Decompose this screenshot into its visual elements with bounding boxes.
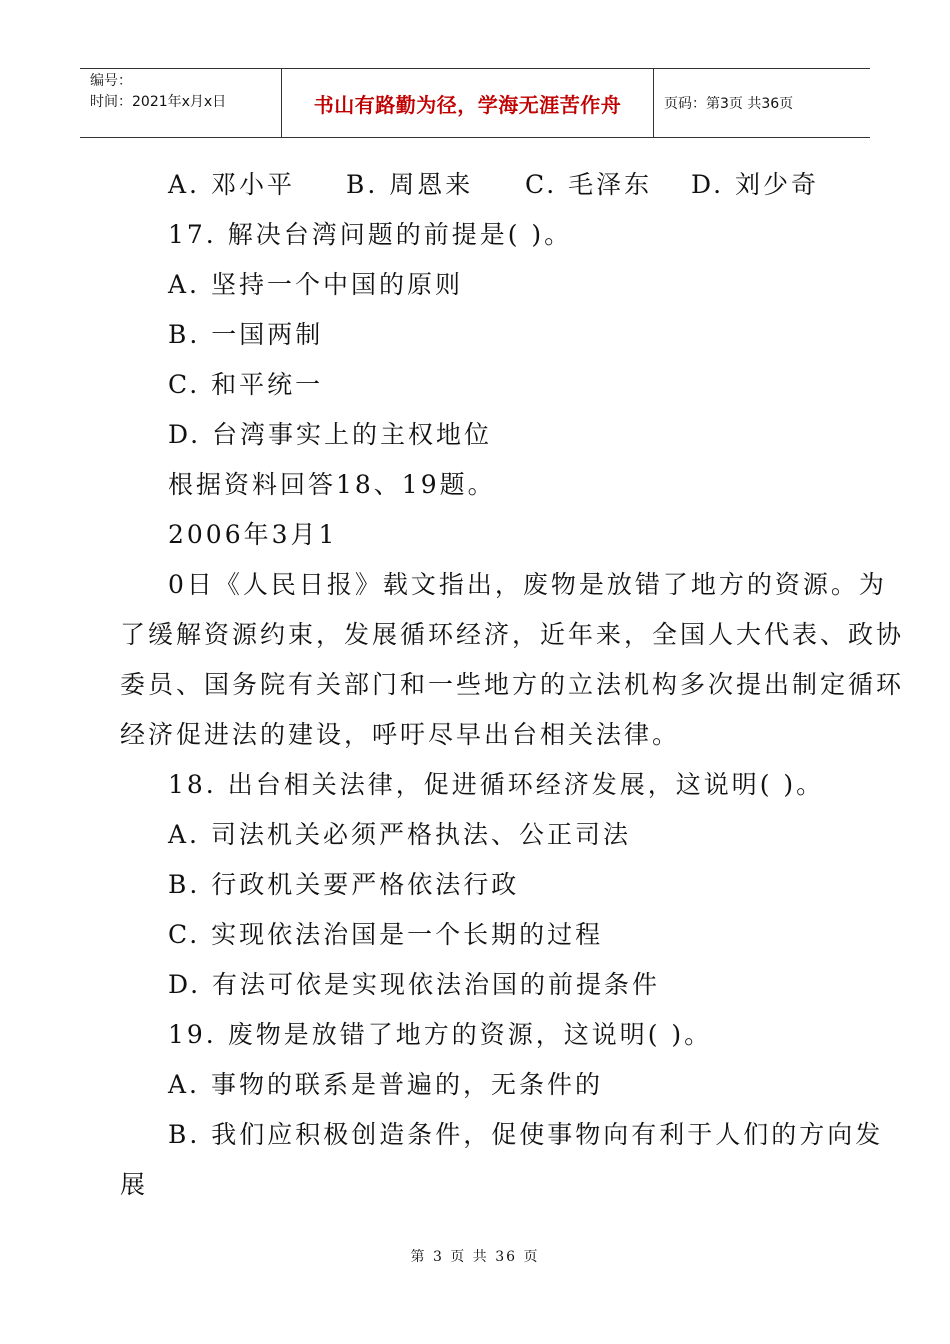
- q19-option-a: A. 事物的联系是普遍的，无条件的: [168, 1070, 603, 1099]
- q16-option-a: A. 邓小平: [168, 170, 295, 199]
- material-line-2: 了缓解资源约束，发展循环经济，近年来，全国人大代表、政协: [120, 620, 905, 649]
- q18-option-a: A. 司法机关必须严格执法、公正司法: [168, 820, 631, 849]
- q18-option-d: D. 有法可依是实现依法治国的前提条件: [168, 970, 661, 999]
- header-meta: [80, 69, 282, 137]
- q17-option-c: C. 和平统一: [168, 370, 324, 399]
- page-footer: 第 3 页 共 36 页: [410, 1249, 540, 1265]
- header-page-info: 页码：第3页 共36页: [664, 96, 794, 112]
- document-time-label: 时间：2021年x月x日: [90, 94, 227, 110]
- header-motto: 书山有路勤为径，学海无涯苦作舟: [282, 69, 654, 137]
- material-line-4: 经济促进法的建设，呼吁尽早出台相关法律。: [120, 720, 681, 749]
- page-header: [80, 68, 870, 138]
- q16-option-c: C. 毛泽东: [525, 170, 653, 199]
- q17-option-a: A. 坚持一个中国的原则: [168, 270, 463, 299]
- document-number-label: 编号：: [90, 73, 132, 89]
- material-line-1: 0日《人民日报》载文指出，废物是放错了地方的资源。为: [168, 570, 887, 599]
- q19-option-b-line-2: 展: [120, 1170, 149, 1199]
- q18-stem: 18. 出台相关法律，促进循环经济发展，这说明( )。: [168, 770, 825, 799]
- q18-option-b: B. 行政机关要严格依法行政: [168, 870, 520, 899]
- material-date: 2006年3月1: [168, 520, 338, 549]
- q17-option-b: B. 一国两制: [168, 320, 324, 349]
- q16-option-d: D. 刘少奇: [691, 170, 820, 199]
- q18-option-c: C. 实现依法治国是一个长期的过程: [168, 920, 604, 949]
- q17-option-d: D. 台湾事实上的主权地位: [168, 420, 493, 449]
- material-intro: 根据资料回答18、19题。: [168, 470, 496, 499]
- q16-option-b: B. 周恩来: [346, 170, 474, 199]
- q17-stem: 17. 解决台湾问题的前提是( )。: [168, 220, 573, 249]
- q19-option-b-line-1: B. 我们应积极创造条件，促使事物向有利于人们的方向发: [168, 1120, 884, 1149]
- q19-stem: 19. 废物是放错了地方的资源，这说明( )。: [168, 1020, 713, 1049]
- material-line-3: 委员、国务院有关部门和一些地方的立法机构多次提出制定循环: [120, 670, 905, 699]
